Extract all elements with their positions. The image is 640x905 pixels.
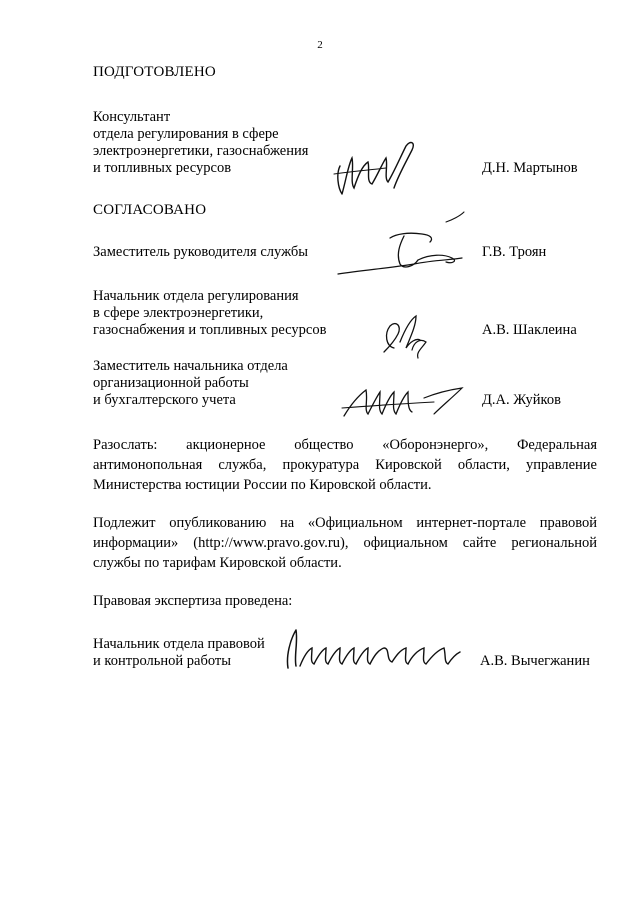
- signer-name: А.В. Шаклеина: [482, 322, 577, 338]
- page-number: 2: [317, 39, 323, 51]
- signer-position-line: Заместитель руководителя службы: [93, 244, 309, 260]
- legal-review-position-line: Начальник отдела правовой: [93, 636, 265, 652]
- signer-position-line: и бухгалтерского учета: [93, 392, 236, 408]
- legal-review-signer-name: А.В. Вычегжанин: [480, 653, 590, 669]
- prepared-position-line: Консультант: [93, 109, 171, 125]
- distribution-paragraph: Разослать: акционерное общество «Оборонэнерго», Федеральная антимонопольная служба, прокуратура Кировской области, управление Министерства юстиции России по Кировской области.: [93, 437, 597, 493]
- prepared-heading: ПОДГОТОВЛЕНО: [93, 64, 216, 80]
- prepared-position-line: электроэнергетики, газоснабжения: [93, 143, 309, 159]
- signer-name: Д.А. Жуйков: [482, 392, 561, 408]
- signer-position-line: Начальник отдела регулирования: [93, 288, 299, 304]
- prepared-position-line: отдела регулирования в сфере: [93, 126, 279, 142]
- prepared-position-line: и топливных ресурсов: [93, 160, 232, 176]
- signer-position-line: организационной работы: [93, 375, 249, 391]
- signature-zhuikov: [338, 382, 468, 422]
- signature-shakleina: [376, 312, 436, 362]
- signer-position-line: в сфере электроэнергетики,: [93, 305, 264, 321]
- agreed-heading: СОГЛАСОВАНО: [93, 202, 207, 218]
- signer-position-line: газоснабжения и топливных ресурсов: [93, 322, 327, 338]
- legal-review-statement: Правовая экспертиза проведена:: [93, 593, 293, 609]
- prepared-signer-name: Д.Н. Мартынов: [482, 160, 578, 176]
- signer-position-line: Заместитель начальника отдела: [93, 358, 288, 374]
- legal-review-position-line: и контрольной работы: [93, 653, 231, 669]
- signer-name: Г.В. Троян: [482, 244, 547, 260]
- signature-vychegzhanin: [278, 626, 464, 672]
- signature-martynov: [328, 136, 423, 198]
- signature-troyan: [334, 208, 474, 280]
- publication-paragraph: Подлежит опубликованию на «Официальном интернет-портале правовой информации» (http://www.pravo.gov.ru), официальном сайте региональной службы по тарифам Кировской области.: [93, 515, 597, 571]
